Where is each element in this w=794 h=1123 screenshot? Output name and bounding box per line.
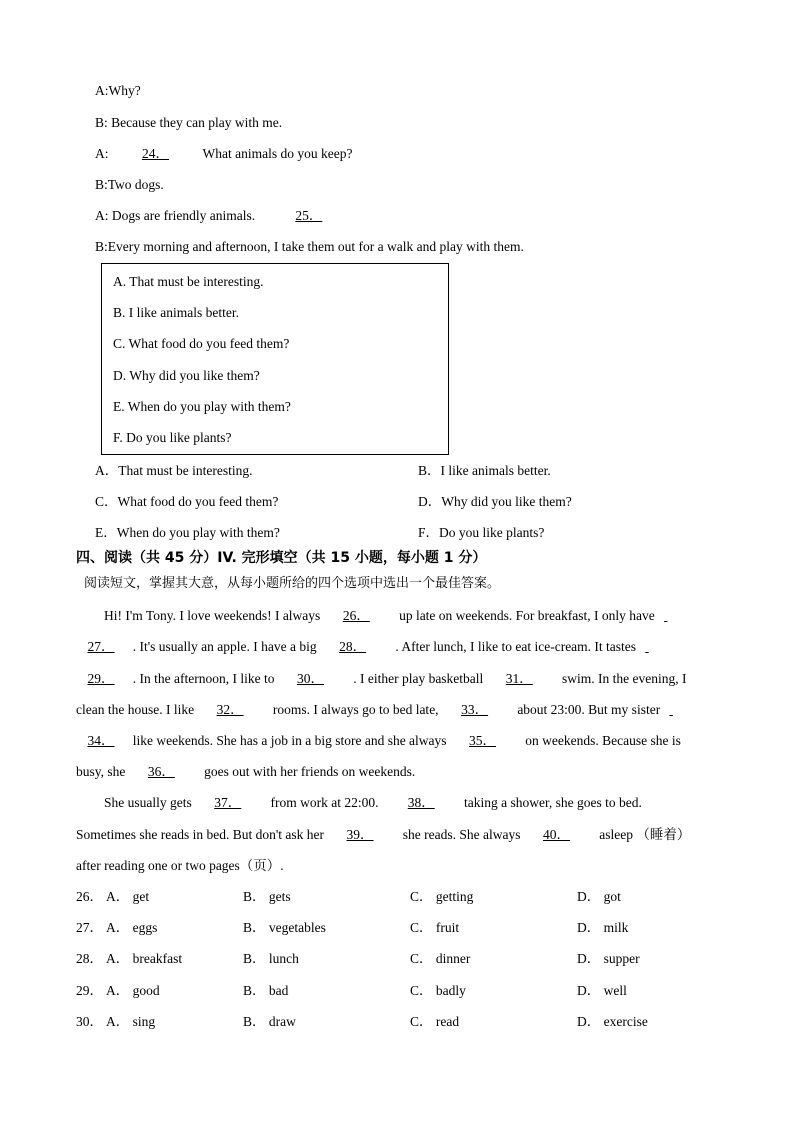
blank-35[interactable]: 35．	[469, 733, 497, 748]
box-option-e: E. When do you play with them?	[113, 399, 291, 414]
box-option-f: F. Do you like plants?	[113, 430, 232, 445]
blank-36[interactable]: 36．	[147, 764, 175, 779]
dialogue-line-5	[95, 207, 356, 225]
passage-line-1	[104, 607, 677, 625]
box-option-a: A. That must be interesting.	[113, 274, 264, 289]
blank-31[interactable]: 31．	[505, 671, 533, 686]
question-number: 28．	[76, 951, 103, 966]
passage-text: goes out with her friends on weekends.	[204, 764, 416, 779]
choice-a[interactable]: A． eggs	[106, 920, 158, 935]
choice-c[interactable]: C． badly	[410, 983, 466, 998]
passage-text: busy, she	[76, 764, 126, 779]
passage-line-2	[76, 638, 658, 656]
passage-text: She usually gets	[104, 795, 192, 810]
passage-text: taking a shower, she goes to bed.	[463, 795, 642, 810]
passage-text: . It's usually an apple. I have a big	[132, 639, 317, 654]
choice-d[interactable]: D． supper	[577, 951, 640, 966]
blank-38[interactable]: 38．	[407, 795, 435, 810]
box-option-b: B. I like animals better.	[113, 305, 239, 320]
box-option-d: D. Why did you like them?	[113, 368, 260, 383]
passage-text: . After lunch, I like to eat ice-cream. It tastes	[395, 639, 637, 654]
passage-line-7	[104, 794, 642, 812]
passage-text: Hi! I'm Tony. I love weekends! I always	[104, 608, 321, 623]
choice-a[interactable]: A． good	[106, 983, 160, 998]
passage-text: she reads. She always	[402, 827, 521, 842]
answer-option-e[interactable]: E．When do you play with them?	[95, 525, 280, 540]
passage-text: about 23:00. But my sister	[517, 702, 661, 717]
choice-b[interactable]: B． lunch	[243, 951, 299, 966]
dialogue-line-3	[95, 145, 352, 163]
answer-option-f[interactable]: F．Do you like plants?	[418, 525, 545, 540]
blank-26[interactable]: 26．	[342, 608, 370, 623]
section-heading: 四、阅读（共 45 分）IV. 完形填空（共 15 小题，每小题 1 分）	[76, 550, 487, 566]
passage-text: rooms. I always go to bed late,	[272, 702, 439, 717]
blank-24[interactable]: 24．	[142, 146, 169, 161]
passage-text: up late on weekends. For breakfast, I only have	[399, 608, 655, 623]
blank-39[interactable]: 39．	[346, 827, 374, 842]
choice-a[interactable]: A． sing	[106, 1014, 156, 1029]
choice-c[interactable]: C． read	[410, 1014, 460, 1029]
section-instruction: 阅读短文，掌握其大意，从每小题所给的四个选项中选出一个最佳答案。	[84, 576, 501, 591]
dialogue-line-2: B: Because they can play with me.	[95, 115, 283, 130]
passage-line-9: after reading one or two pages（页）.	[76, 858, 284, 873]
blank-tail	[660, 701, 682, 719]
choice-b[interactable]: B． draw	[243, 1014, 296, 1029]
passage-text: . I either play basketball	[353, 671, 484, 686]
choice-a[interactable]: A． breakfast	[106, 951, 183, 966]
passage-text: from work at 22:00.	[270, 795, 379, 810]
passage-text: Sometimes she reads in bed. But don't ask her	[76, 827, 325, 842]
choice-d[interactable]: D． got	[577, 889, 621, 904]
dialogue-line-6: B:Every morning and afternoon, I take them out for a walk and play with them.	[95, 239, 524, 254]
passage-line-3	[76, 670, 687, 688]
blank-25[interactable]: 25．	[295, 208, 323, 223]
dialogue-line-1: A:Why?	[95, 83, 141, 98]
passage-line-6	[76, 763, 415, 781]
passage-text: clean the house. I like	[76, 702, 195, 717]
passage-text: like weekends. She has a job in a big store and she always	[132, 733, 447, 748]
blank-33[interactable]: 33．	[461, 702, 489, 717]
dialogue-line-4: B:Two dogs.	[95, 177, 164, 192]
choice-c[interactable]: C． fruit	[410, 920, 460, 935]
blank-34[interactable]: 34．	[87, 733, 115, 748]
choice-b[interactable]: B． vegetables	[243, 920, 326, 935]
answer-option-c[interactable]: C．What food do you feed them?	[95, 494, 279, 509]
blank-28[interactable]: 28．	[339, 639, 367, 654]
speaker-label: A:	[95, 146, 109, 161]
choice-d[interactable]: D． exercise	[577, 1014, 648, 1029]
options-box	[101, 263, 449, 455]
passage-line-5	[76, 732, 681, 750]
answer-option-a[interactable]: A．That must be interesting.	[95, 463, 253, 478]
question-number: 26．	[76, 889, 103, 904]
question-number: 30．	[76, 1014, 103, 1029]
blank-40[interactable]: 40．	[543, 827, 570, 842]
choice-c[interactable]: C． getting	[410, 889, 474, 904]
choice-b[interactable]: B． bad	[243, 983, 289, 998]
blank-32[interactable]: 32．	[216, 702, 244, 717]
passage-text: . In the afternoon, I like to	[132, 671, 275, 686]
choice-d[interactable]: D． well	[577, 983, 627, 998]
answer-option-b[interactable]: B．I like animals better.	[418, 463, 551, 478]
blank-27[interactable]: 27．	[87, 639, 115, 654]
choice-b[interactable]: B． gets	[243, 889, 291, 904]
answer-option-d[interactable]: D．Why did you like them?	[418, 494, 572, 509]
choice-a[interactable]: A． get	[106, 889, 150, 904]
choice-c[interactable]: C． dinner	[410, 951, 471, 966]
passage-line-4	[76, 701, 682, 719]
box-option-c: C. What food do you feed them?	[113, 336, 290, 351]
passage-text: on weekends. Because she is	[525, 733, 681, 748]
question-number: 29．	[76, 983, 103, 998]
dialogue-text: What animals do you keep?	[202, 146, 353, 161]
blank-30[interactable]: 30．	[296, 671, 324, 686]
choice-d[interactable]: D． milk	[577, 920, 629, 935]
blank-tail	[636, 638, 658, 656]
passage-text: asleep （睡着）	[599, 827, 691, 842]
question-number: 27．	[76, 920, 103, 935]
passage-text: swim. In the evening, I	[562, 671, 687, 686]
blank-29[interactable]: 29．	[87, 671, 115, 686]
blank-37[interactable]: 37．	[214, 795, 242, 810]
passage-line-8	[76, 826, 690, 844]
dialogue-text: A: Dogs are friendly animals.	[95, 208, 256, 223]
blank-tail	[655, 607, 677, 625]
